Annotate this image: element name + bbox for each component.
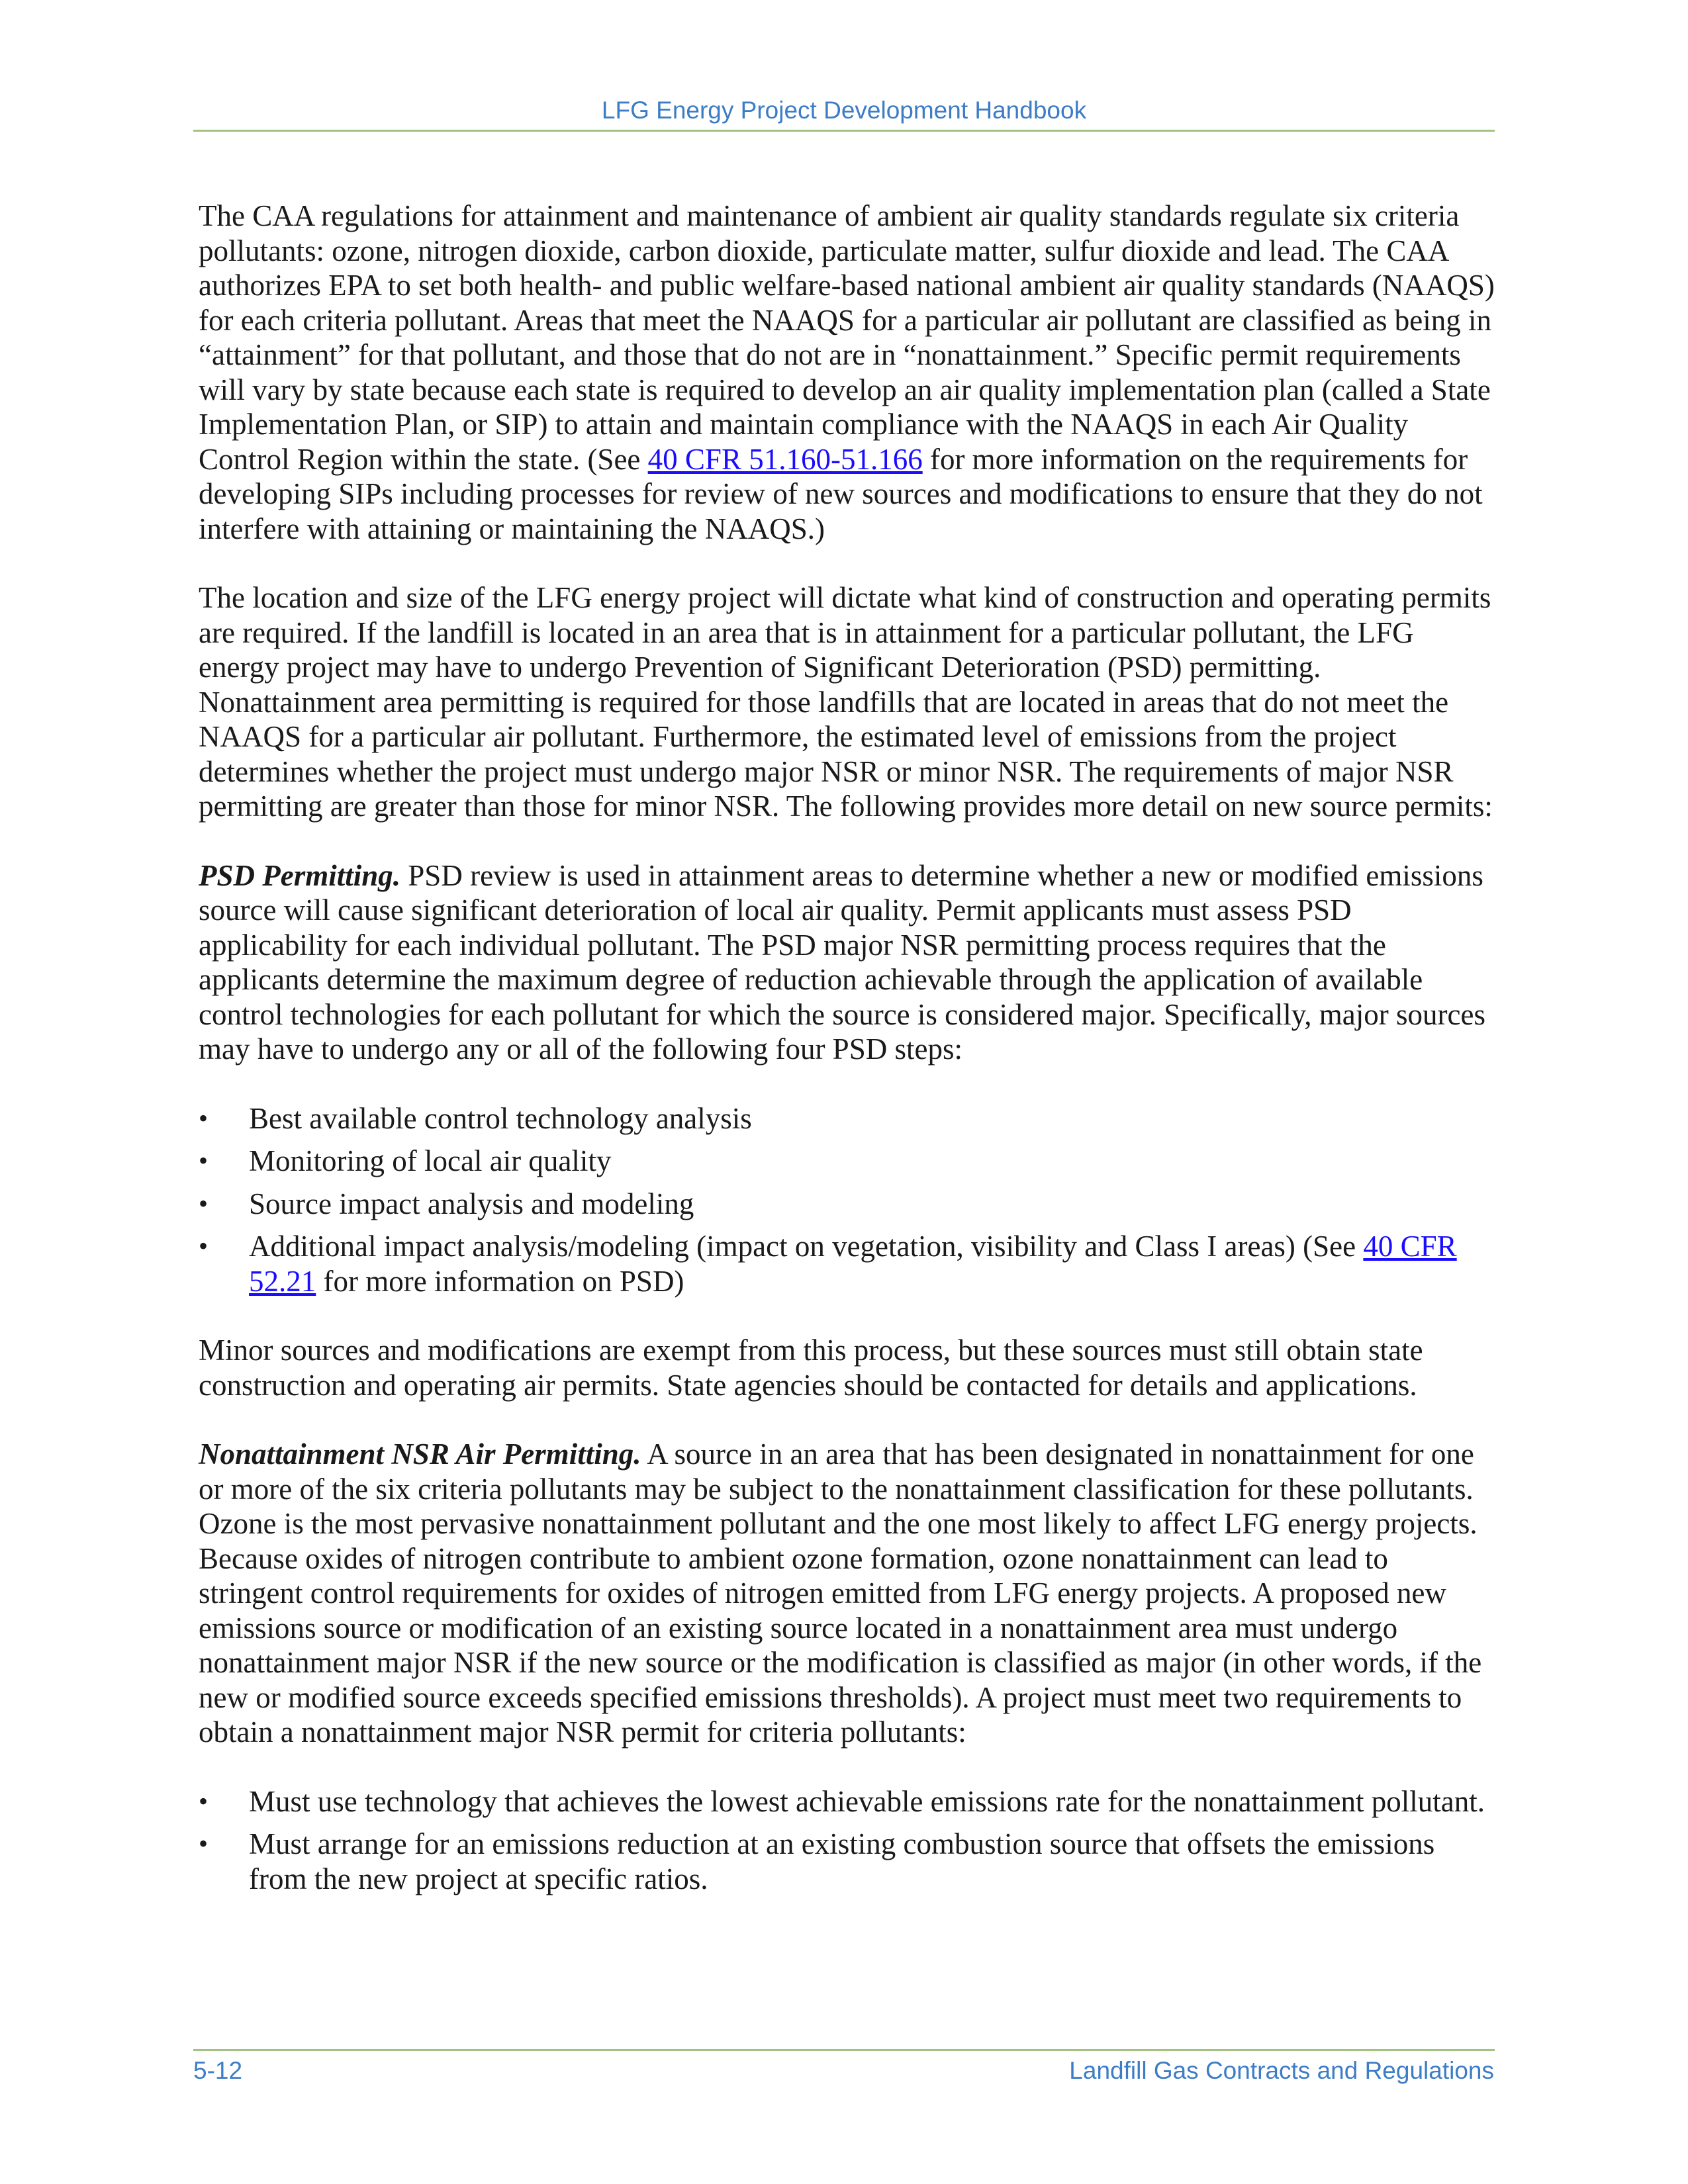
paragraph-minor-sources: Minor sources and modifications are exempt from this process, but these sources must still obtain state construction and operating air permits. State agencies should be contacted for details and applications. <box>199 1334 1423 1402</box>
bullet-icon: • <box>199 1231 209 1261</box>
running-header: LFG Energy Project Development Handbook <box>601 97 1087 124</box>
list-item <box>199 1784 1496 1819</box>
list-item <box>199 1229 1496 1298</box>
paragraph-location-size: The location and size of the LFG energy project will dictate what kind of construction and operating permits are required. If the landfill is located in an area that is in attainment for a particular pollutant, the LFG energy project may have to undergo Prevention of Significant Deterioration (PSD) permitting. Nonattainment area permitting is required for those landfills that are located in areas that do not meet the NAAQS for a particular air pollutant. Furthermore, the estimated level of emissions from the project determines whether the project must undergo major NSR or minor NSR. The requirements of major NSR permitting are greater than those for minor NSR. The following provides more detail on new source permits: <box>199 581 1493 823</box>
paragraph-text: for more information on the requirements for developing SIPs including processes for review of new sources and modifications to ensure that they do not interfere with attaining or maintaining the NAAQS.) <box>199 442 1483 545</box>
list-item-text: Must use technology that achieves the lowest achievable emissions rate for the nonattainment pollutant. <box>249 1784 1485 1818</box>
list-item-text: Best available control technology analysis <box>249 1101 752 1135</box>
list-item-text: Additional impact analysis/modeling (impact on vegetation, visibility and Class I areas) (See <box>249 1230 1364 1263</box>
footer-section-title: Landfill Gas Contracts and Regulations <box>1069 2057 1494 2084</box>
link-40-cfr-51-160[interactable]: 40 CFR 51.160-51.166 <box>647 442 923 476</box>
list-item-text: Monitoring of local air quality <box>249 1144 612 1177</box>
bullet-icon: • <box>199 1103 209 1133</box>
list-item <box>199 1144 1496 1179</box>
run-in-heading-psd: PSD Permitting. <box>199 858 401 892</box>
bullet-icon: • <box>199 1146 209 1175</box>
list-item <box>199 1101 1496 1136</box>
list-item-text: for more information on PSD) <box>316 1264 684 1298</box>
list-item <box>199 1187 1496 1222</box>
header-rule <box>193 130 1495 132</box>
nsr-requirements-list <box>199 1784 1496 1897</box>
body-text <box>199 199 1496 1931</box>
list-item <box>199 1827 1496 1896</box>
link-40-cfr-52-21[interactable]: 40 CFR 52.21 <box>249 1230 1457 1298</box>
bullet-icon: • <box>199 1786 209 1816</box>
list-item-text: Must arrange for an emissions reduction at an existing combustion source that offsets the emissions from the new project at specific ratios. <box>249 1827 1435 1895</box>
bullet-icon: • <box>199 1188 209 1218</box>
run-in-heading-nsr: Nonattainment NSR Air Permitting. <box>199 1437 641 1471</box>
paragraph-psd-permitting <box>199 858 1496 1067</box>
list-item-text: Source impact analysis and modeling <box>249 1187 694 1220</box>
paragraph-caa-regulations <box>199 199 1496 546</box>
footer-rule <box>193 2049 1495 2051</box>
paragraph-text: PSD review is used in attainment areas to determine whether a new or modified emissions source will cause significant deterioration of local air quality. Permit applicants must assess PSD applicability for each individual pollutant. The PSD major NSR permitting process requires that the applicants determine the maximum degree of reduction achievable through the application of available control technologies for each pollutant for which the source is considered major. Specifically, major sources may have to undergo any or all of the following four PSD steps: <box>199 858 1485 1066</box>
page-number: 5-12 <box>193 2057 243 2084</box>
psd-steps-list <box>199 1101 1496 1299</box>
bullet-icon: • <box>199 1829 209 1858</box>
paragraph-text: A source in an area that has been designated in nonattainment for one or more of the six criteria pollutants may be subject to the nonattainment classification for these pollutants. Ozone is the most pervasive nonattainment pollutant and the one most likely to affect LFG energy projects. Because oxides of nitrogen contribute to ambient ozone formation, ozone nonattainment can lead to stringent control requirements for oxides of nitrogen emitted from LFG energy projects. A proposed new emissions source or modification of an existing source located in a nonattainment area must undergo nonattainment major NSR if the new source or the modification is classified as major (in other words, if the new or modified source exceeds specified emissions thresholds). A project must meet two requirements to obtain a nonattainment major NSR permit for criteria pollutants: <box>199 1437 1482 1749</box>
paragraph-text: The CAA regulations for attainment and maintenance of ambient air quality standards regulate six criteria pollutants: ozone, nitrogen dioxide, carbon dioxide, particulate matter, sulfur dioxide and lead. The CAA authorizes EPA to set both health- and public welfare-based national ambient air quality standards (NAAQS) for each criteria pollutant. Areas that meet the NAAQS for a particular air pollutant are classified as being in “attainment” for that pollutant, and those that do not are in “nonattainment.” Specific permit requirements will vary by state because each state is required to develop an air quality implementation plan (called a State Implementation Plan, or SIP) to attain and maintain compliance with the NAAQS in each Air Quality Control Region within the state. (See <box>199 199 1495 476</box>
paragraph-nonattainment-nsr <box>199 1437 1496 1750</box>
